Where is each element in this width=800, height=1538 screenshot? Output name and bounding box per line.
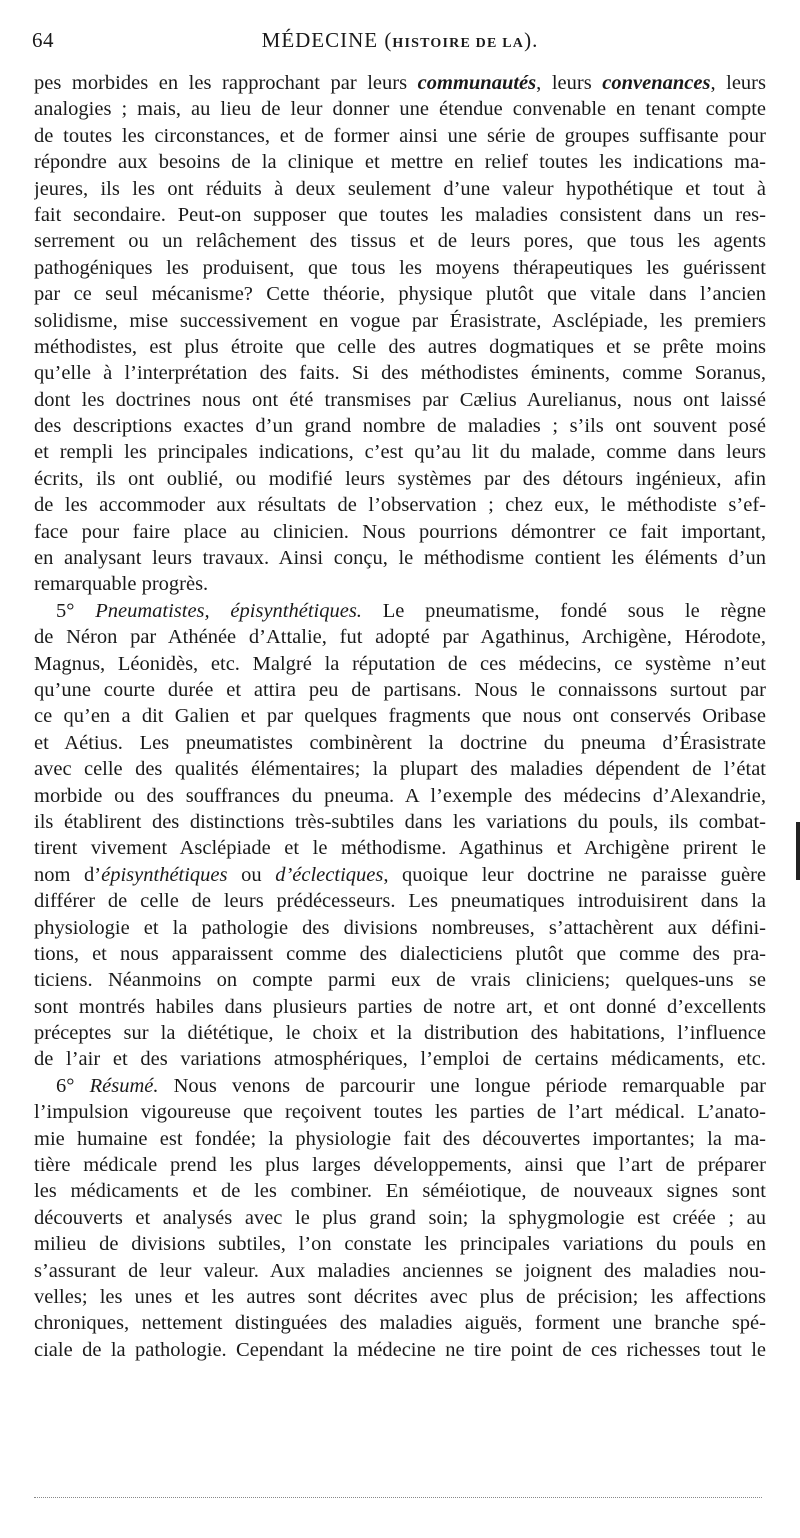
text-line: mie humaine est fondée; la physiologie fait des découvertes importantes; la ma- <box>34 1127 766 1150</box>
text-line: velles; les unes et les autres sont décrites avec plus de précision; les affections <box>34 1285 766 1308</box>
running-head <box>32 28 768 53</box>
text-line: serrement ou un relâchement des tissus et de leurs pores, que tous les agents <box>34 230 766 253</box>
text-line: de toutes les circonstances, et de former ainsi une série de groupes suffisante pour <box>34 124 766 147</box>
text-line: ce qu’en a dit Galien et par quelques fragments que nous ont conservés Oribase <box>34 705 766 728</box>
section-title: Pneumatistes, épisynthétiques. <box>95 599 362 622</box>
text-line: ils établirent des distinctions très-subtiles dans les variations du pouls, ils combat- <box>34 810 766 833</box>
text-line: physiologie et la pathologie des divisions nombreuses, s’attachèrent aux défini- <box>34 916 766 939</box>
text-run: nom d’ <box>34 863 102 886</box>
emphasis-term: épisynthétiques <box>101 863 228 886</box>
text-line: face pour faire place au clinicien. Nous pourrions démontrer ce fait important, <box>34 520 766 543</box>
text-line: de les accommoder aux résultats de l’observation ; chez eux, le méthodiste s’ef- <box>34 494 766 517</box>
page-number: 64 <box>32 28 54 52</box>
text-line: ciale de la pathologie. Cependant la médecine ne tire point de ces richesses tout le <box>34 1338 766 1361</box>
text-line: s’assurant de leur valeur. Aux maladies anciennes se joignent des maladies nou- <box>34 1259 766 1282</box>
text-line: morbide ou des souffrances du pneuma. A l’exemple des médecins d’Alexandrie, <box>34 784 766 807</box>
emphasis-term: convenances <box>602 72 711 94</box>
section-heading-line <box>34 598 766 624</box>
text-line: avec celle des qualités élémentaires; la plupart des maladies dépendent de l’état <box>34 758 766 781</box>
emphasis-term: communautés <box>417 72 537 94</box>
text-line: remarquable progrès. <box>34 573 209 596</box>
page-body <box>34 70 766 1363</box>
text-line: qu’elle à l’interprétation des faits. Si des méthodistes éminents, comme Soranus, <box>34 362 766 385</box>
text-line: dont les doctrines nous ont été transmises par Cælius Aurelianus, nous ont laissé <box>34 388 766 411</box>
text-run: Le pneumatisme, fondé sous le règne <box>361 599 766 622</box>
text-line <box>34 70 766 96</box>
section-title: Résumé. <box>89 1074 159 1097</box>
text-line: tirent vivement Asclépiade et le méthodisme. Agathinus et Archigène prirent le <box>34 837 766 860</box>
text-line: analogies ; mais, au lieu de leur donner une étendue convenable en tenant compte <box>34 98 766 121</box>
text-line: par ce seul mécanisme? Cette théorie, physique plutôt que vitale dans l’ancien <box>34 283 766 306</box>
text-line: pathogéniques les produisent, que tous les moyens thérapeutiques les guérissent <box>34 256 766 279</box>
scan-edge-mark <box>796 822 800 880</box>
section-heading-line <box>34 1073 766 1099</box>
running-head-open: ( <box>378 28 393 52</box>
text-line: milieu de divisions subtiles, l’on constate les principales variations du pouls en <box>34 1233 766 1256</box>
text-line: solidisme, mise successivement en vogue par Érasistrate, Asclépiade, les premiers <box>34 309 766 332</box>
running-head-subtitle: HISTOIRE DE LA <box>392 36 525 51</box>
section-number: 5° <box>56 599 96 622</box>
text-run: Nous venons de parcourir une longue période remarquable par <box>158 1074 766 1097</box>
text-line: et Aétius. Les pneumatistes combinèrent la doctrine du pneuma d’Érasistrate <box>34 731 766 754</box>
text-line: en analysant leurs travaux. Ainsi conçu, le méthodisme contient les éléments d’un <box>34 547 766 570</box>
text-line: préceptes sur la diététique, le choix et la distribution des habitations, l’influence <box>34 1022 766 1045</box>
text-line: découverts et analysés avec le plus grand soin; la sphygmologie est créée ; au <box>34 1206 766 1229</box>
text-line: de Néron par Athénée d’Attalie, fut adopté par Agathinus, Archigène, Hérodote, <box>34 626 766 649</box>
text-run: ou <box>227 863 276 886</box>
text-line: sont montrés habiles dans plusieurs parties de notre art, et ont donné d’excellents <box>34 995 766 1018</box>
text-line: et rempli les principales indications, c’est qu’au lit du malade, comme dans leurs <box>34 441 766 464</box>
text-line: jeures, ils les ont réduits à deux seulement d’une valeur hypothétique et tout à <box>34 177 766 200</box>
text-run: , quoique leur doctrine ne paraisse guère <box>383 863 766 886</box>
text-line: ticiens. Néanmoins on compte parmi eux de vrais cliniciens; quelques-uns se <box>34 969 766 992</box>
section-number: 6° <box>56 1074 90 1097</box>
text-line: méthodistes, est plus étroite que celle des autres dogmatiques et se prête moins <box>34 335 766 358</box>
text-line: tière médicale prend les plus larges développements, ainsi que l’art de préparer <box>34 1154 766 1177</box>
running-head-close: ). <box>524 28 539 52</box>
text-line: qu’une courte durée et attira peu de partisans. Nous le connaissons surtout par <box>34 678 766 701</box>
text-line: fait secondaire. Peut-on supposer que toutes les maladies consistent dans un res- <box>34 203 766 226</box>
footer-dotted-rule <box>34 1497 762 1498</box>
page-header <box>32 28 768 58</box>
text-line: écrits, ils ont oublié, ou modifié leurs systèmes par des détours ingénieux, afin <box>34 467 766 490</box>
text-line: des descriptions exactes d’un grand nombre de maladies ; s’ils ont souvent posé <box>34 415 766 438</box>
text-line: différer de celle de leurs prédécesseurs. Les pneumatiques introduisirent dans la <box>34 890 766 913</box>
text-line: répondre aux besoins de la clinique et mettre en relief toutes les indications ma- <box>34 151 766 174</box>
text-line: Magnus, Léonidès, etc. Malgré la réputation de ces médecins, ce système n’eut <box>34 652 766 675</box>
emphasis-term: d’éclectiques <box>275 863 384 886</box>
text-line: de l’air et des variations atmosphériques, l’emploi de certains médicaments, etc. <box>34 1048 766 1071</box>
text-run: pes morbides en les rapprochant par leurs <box>34 72 418 94</box>
text-line: les médicaments et de les combiner. En séméiotique, de nouveaux signes sont <box>34 1180 766 1203</box>
text-run: , leurs <box>710 72 766 94</box>
text-line: tions, et nous apparaissent comme des dialecticiens plutôt que comme des pra- <box>34 942 766 965</box>
text-run: , leurs <box>536 72 603 94</box>
text-line: chroniques, nettement distinguées des maladies aiguës, forment une branche spé- <box>34 1312 766 1335</box>
running-head-main: MÉDECINE <box>261 28 379 52</box>
text-line: l’impulsion vigoureuse que reçoivent toutes les parties de l’art médical. L’anato- <box>34 1101 766 1124</box>
text-line <box>34 862 766 888</box>
